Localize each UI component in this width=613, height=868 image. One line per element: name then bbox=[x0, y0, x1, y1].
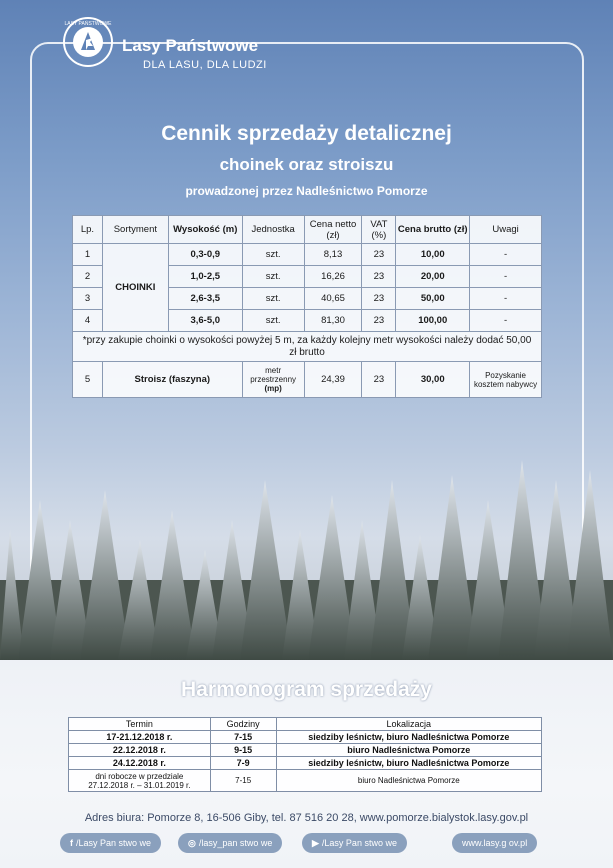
table-row bbox=[69, 731, 542, 744]
cell-height: 2,6-3,5 bbox=[168, 288, 242, 310]
schedule-title: Harmonogram sprzedaży bbox=[181, 678, 432, 701]
facebook-link[interactable] bbox=[60, 833, 161, 853]
cell-note: - bbox=[470, 266, 542, 288]
col-header-unit: Jednostka bbox=[242, 216, 304, 244]
cell-choinki: CHOINKI bbox=[102, 244, 168, 332]
col-header-height: Wysokość (m) bbox=[168, 216, 242, 244]
cell-vat: 23 bbox=[362, 244, 396, 266]
cell-gross: 30,00 bbox=[396, 362, 470, 398]
col-header-sortyment: Sortyment bbox=[102, 216, 168, 244]
cell-unit: szt. bbox=[242, 266, 304, 288]
schedule-header-row bbox=[69, 718, 542, 731]
cell-net: 8,13 bbox=[304, 244, 362, 266]
table-row bbox=[69, 744, 542, 757]
term-line: dni robocze w przedziale bbox=[95, 771, 184, 781]
cell-vat: 23 bbox=[362, 362, 396, 398]
cell-unit: szt. bbox=[242, 288, 304, 310]
cell-hours: 9-15 bbox=[210, 744, 276, 757]
col-header-vat: VAT (%) bbox=[362, 216, 396, 244]
cell-note: - bbox=[470, 244, 542, 266]
col-header-lp: Lp. bbox=[73, 216, 103, 244]
brand-tagline: DLA LASU, DLA LUDZI bbox=[143, 59, 267, 71]
cell-net: 40,65 bbox=[304, 288, 362, 310]
cell-note: - bbox=[470, 310, 542, 332]
cell-vat: 23 bbox=[362, 288, 396, 310]
table-header-row bbox=[73, 216, 542, 244]
cell-lp: 1 bbox=[73, 244, 103, 266]
cell-location: biuro Nadleśnictwa Pomorze bbox=[276, 770, 541, 792]
cell-height: 1,0-2,5 bbox=[168, 266, 242, 288]
cell-net: 81,30 bbox=[304, 310, 362, 332]
col-header-notes: Uwagi bbox=[470, 216, 542, 244]
page-subtitle: choinek oraz stroiszu bbox=[219, 155, 394, 174]
cell-location: siedziby leśnictw, biuro Nadleśnictwa Pomorze bbox=[276, 757, 541, 770]
unit-abbrev: (mp) bbox=[264, 384, 282, 393]
cell-lp: 4 bbox=[73, 310, 103, 332]
cell-height: 0,3-0,9 bbox=[168, 244, 242, 266]
office-address: Adres biura: Pomorze 8, 16-506 Giby, tel. 87 516 20 28, www.pomorze.bialystok.lasy.gov.pl bbox=[84, 812, 529, 824]
lasy-panstwowe-logo bbox=[62, 16, 114, 68]
col-header-hours: Godziny bbox=[210, 718, 276, 731]
schedule-table bbox=[68, 717, 542, 792]
price-table bbox=[72, 215, 542, 398]
instagram-icon: ◎ bbox=[188, 838, 196, 848]
website-label: www.lasy.g ov.pl bbox=[462, 838, 528, 848]
cell-height: 3,6-5,0 bbox=[168, 310, 242, 332]
footnote: *przy zakupie choinki o wysokości powyżej 5 m, za każdy kolejny metr wysokości należy dodać 50,00 zł brutto bbox=[73, 332, 542, 362]
table-row bbox=[73, 244, 542, 266]
cell-unit: szt. bbox=[242, 244, 304, 266]
facebook-icon: f bbox=[70, 838, 73, 848]
youtube-icon: ▶ bbox=[312, 838, 319, 848]
cell-unit bbox=[242, 362, 304, 398]
page-title: Cennik sprzedaży detalicznej bbox=[161, 122, 452, 145]
cell-vat: 23 bbox=[362, 310, 396, 332]
svg-text:LASY PAŃSTWOWE: LASY PAŃSTWOWE bbox=[64, 21, 112, 27]
cell-term: 22.12.2018 r. bbox=[69, 744, 211, 757]
cell-vat: 23 bbox=[362, 266, 396, 288]
brand-name: Lasy Państwowe bbox=[122, 36, 259, 55]
cell-gross: 100,00 bbox=[396, 310, 470, 332]
facebook-label: /Lasy Pan stwo we bbox=[76, 838, 152, 848]
col-header-location: Lokalizacja bbox=[276, 718, 541, 731]
unit-line: metr przestrzenny bbox=[250, 366, 297, 384]
table-row bbox=[73, 362, 542, 398]
col-header-term: Termin bbox=[69, 718, 211, 731]
instagram-label: /lasy_pan stwo we bbox=[198, 838, 273, 848]
cell-term: 24.12.2018 r. bbox=[69, 757, 211, 770]
footnote-row bbox=[73, 332, 542, 362]
cell-lp: 3 bbox=[73, 288, 103, 310]
cell-term: 17-21.12.2018 r. bbox=[69, 731, 211, 744]
youtube-label: /Lasy Pan stwo we bbox=[321, 838, 397, 848]
table-row bbox=[69, 757, 542, 770]
forest-illustration bbox=[0, 440, 613, 680]
cell-lp: 5 bbox=[73, 362, 103, 398]
col-header-gross: Cena brutto (zł) bbox=[396, 216, 470, 244]
cell-net: 24,39 bbox=[304, 362, 362, 398]
instagram-link[interactable] bbox=[178, 833, 282, 853]
cell-hours: 7-9 bbox=[210, 757, 276, 770]
cell-note: - bbox=[470, 288, 542, 310]
cell-net: 16,26 bbox=[304, 266, 362, 288]
cell-stroisz-name: Stroisz (faszyna) bbox=[102, 362, 242, 398]
cell-gross: 10,00 bbox=[396, 244, 470, 266]
cell-gross: 20,00 bbox=[396, 266, 470, 288]
youtube-link[interactable] bbox=[302, 833, 407, 853]
website-link[interactable] bbox=[452, 833, 537, 853]
cell-term bbox=[69, 770, 211, 792]
col-header-net: Cena netto (zł) bbox=[304, 216, 362, 244]
table-row bbox=[69, 770, 542, 792]
cell-note: Pozyskanie kosztem nabywcy bbox=[470, 362, 542, 398]
term-range: 27.12.2018 r. – 31.01.2019 r. bbox=[88, 780, 191, 790]
cell-unit: szt. bbox=[242, 310, 304, 332]
cell-lp: 2 bbox=[73, 266, 103, 288]
cell-location: siedziby leśnictw, biuro Nadleśnictwa Pomorze bbox=[276, 731, 541, 744]
cell-hours: 7-15 bbox=[210, 731, 276, 744]
cell-hours: 7-15 bbox=[210, 770, 276, 792]
cell-gross: 50,00 bbox=[396, 288, 470, 310]
provider-line: prowadzonej przez Nadleśnictwo Pomorze bbox=[185, 184, 428, 198]
cell-location: biuro Nadleśnictwa Pomorze bbox=[276, 744, 541, 757]
